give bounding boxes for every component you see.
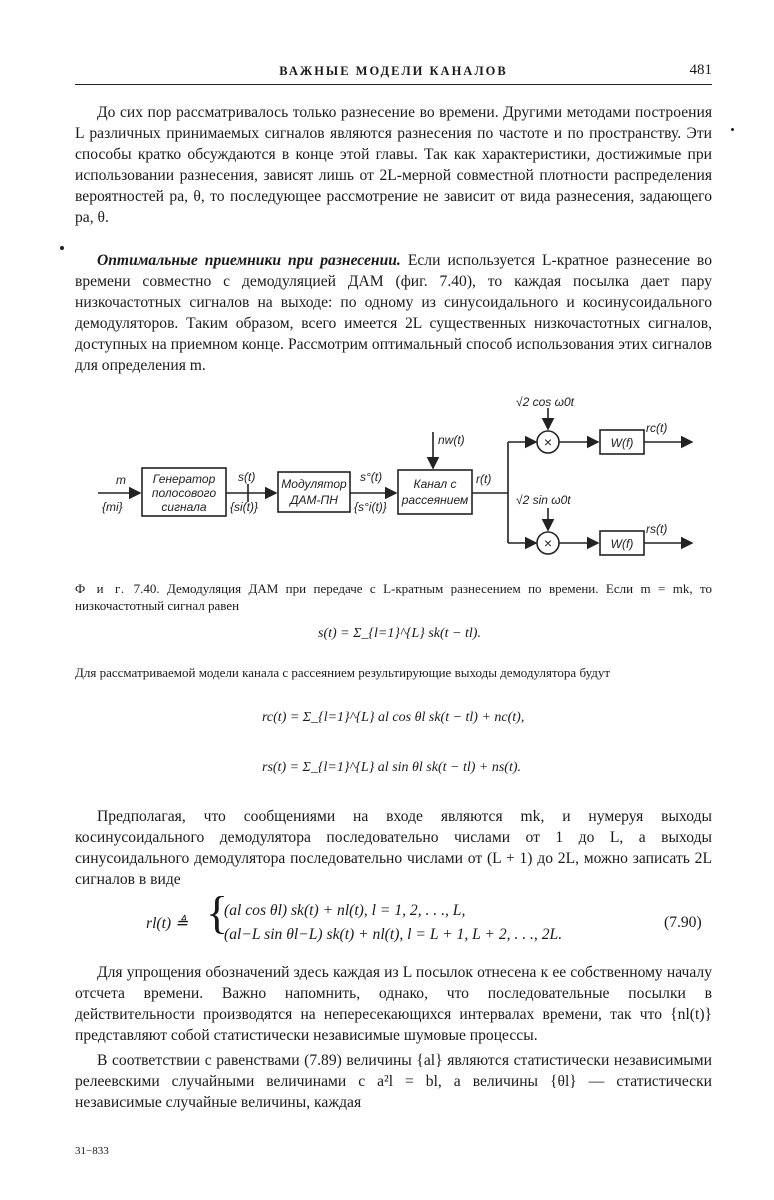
paragraph-assumption xyxy=(75,806,712,890)
eq-brace: { xyxy=(206,887,229,938)
caption-formula-2: rc(t) = Σ_{l=1}^{L} al cos θl sk(t − tl) + nc(t), xyxy=(262,710,525,725)
signature-mark: 31−833 xyxy=(75,1145,109,1157)
modulator-line-2: ДАМ-ПН xyxy=(290,493,338,507)
caption-text-1: 7.40. Демодуляция ДАМ при передаче с L-кратным разнесением по времени. Если m = mk, то низкочастотный сигнал равен xyxy=(75,581,713,613)
generator-line-3: сигнала xyxy=(161,500,207,514)
caption-text-2: Для рассматриваемой модели канала с рассеянием результирующие выходы демодулятора будут xyxy=(75,665,611,680)
header-title: ВАЖНЫЕ МОДЕЛИ КАНАЛОВ xyxy=(279,64,508,78)
paragraph-4-text: Для упрощения обозначений здесь каждая из L посылок отнесена к ее собственному началу отсчета времени. Важно напомнить, однако, что последовательные посылки в действительности производятся на непересекающихся интервалах времени, так что {nl(t)} представляют собой статистически независимые шумовые процессы. xyxy=(75,964,712,1044)
paragraph-2-text: Если используется L-кратное разнесение во времени совместно с демодуляцией ДАМ (фиг. 7.40), то каждая посылка дает пару низкочастотных сигналов на выходе: по одному из синусоидального и косинусоидального демодуляторов. Таким образом, всего имеется 2L существенных низкочастотных сигналов, доступных на приемном конце. Рассмотрим оптимальный способ использования этих сигналов для определения m. xyxy=(75,252,712,374)
paragraph-1-text: До сих пор рассматривалось только разнесение во времени. Другими методами построения L различных принимаемых сигналов являются разнесения по частоте и по пространству. Эти способы кратко обсуждаются в конце этой главы. Так как характеристики, достижимые при использовании разнесения, зависят лишь от 2L-мерной совместной плотности распределения вероятностей pa, θ, то последующее рассмотрение не зависит от вида разнесения, задающего pa, θ. xyxy=(75,104,712,226)
multiplier-top: × xyxy=(543,434,553,450)
running-header xyxy=(75,64,712,85)
label-sio: {s°i(t)} xyxy=(354,500,387,514)
caption-lead: Ф и г. xyxy=(75,581,127,596)
label-si: {si(t)} xyxy=(230,500,259,514)
generator-line-1: Генератор xyxy=(152,472,216,486)
section-heading: Оптимальные приемники при разнесении. xyxy=(97,252,401,269)
paragraph-diversity-methods xyxy=(75,102,712,228)
page-number: 481 xyxy=(689,62,712,78)
label-cos-carrier: √2 cos ω0t xyxy=(516,395,574,409)
label-rt: r(t) xyxy=(476,472,492,486)
margin-dot-right xyxy=(731,128,734,131)
caption-formula-3: rs(t) = Σ_{l=1}^{L} al sin θl sk(t − tl) + ns(t). xyxy=(262,760,522,775)
output-rs: rs(t) xyxy=(646,522,668,536)
eq-line-1: (al cos θl) sk(t) + nl(t), l = 1, 2, . . ., L, xyxy=(224,902,466,919)
eq-number: (7.90) xyxy=(664,914,702,931)
label-st: s(t) xyxy=(238,470,256,484)
filter-bottom-label: W(f) xyxy=(610,537,634,551)
paragraph-rayleigh xyxy=(75,1050,712,1113)
channel-line-1: Канал с xyxy=(413,477,457,491)
paragraph-3-text: Предполагая, что сообщениями на входе являются mk, и нумеруя выходы косинусоидального демодулятора последовательно числами от 1 до L, а выходы синусоидального демодулятора последовательно числами от (L + 1) до 2L, можно записать 2L сигналов в виде xyxy=(75,808,712,888)
paragraph-notation xyxy=(75,962,712,1046)
block-diagram-fig-7-40 xyxy=(98,390,710,560)
figure-caption xyxy=(75,580,712,614)
paragraph-5-text: В соответствии с равенствами (7.89) величины {al} являются статистически независимыми релеевскими случайными величинами с a²l = bl, а величины {θl} — статистически независимые случайные величины, каждая xyxy=(75,1052,712,1111)
label-mi: {mi} xyxy=(102,500,123,514)
multiplier-bottom: × xyxy=(543,535,553,551)
filter-top-label: W(f) xyxy=(610,436,634,450)
paragraph-optimal-receivers xyxy=(75,250,712,376)
caption-formula-1: s(t) = Σ_{l=1}^{L} sk(t − tl). xyxy=(318,626,481,641)
generator-line-2: полосового xyxy=(151,486,217,500)
label-so: s°(t) xyxy=(360,470,383,484)
eq-line-2: (al−L sin θl−L) sk(t) + nl(t), l = L + 1, L + 2, . . ., 2L. xyxy=(224,926,563,943)
output-rc: rc(t) xyxy=(646,421,668,435)
label-sin-carrier: √2 sin ω0t xyxy=(516,493,571,507)
label-noise: nw(t) xyxy=(438,433,465,447)
eq-lhs: rl(t) ≜ xyxy=(146,915,189,932)
modulator-line-1: Модулятор xyxy=(281,477,347,491)
margin-dot xyxy=(60,246,64,250)
channel-line-2: рассеянием xyxy=(401,493,469,507)
label-m: m xyxy=(116,473,126,487)
